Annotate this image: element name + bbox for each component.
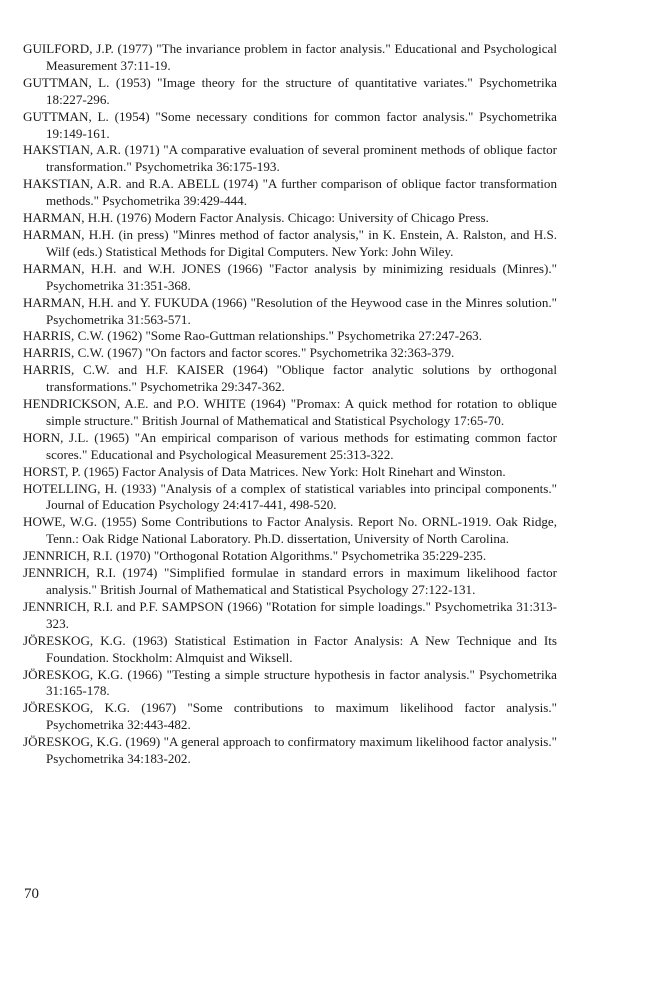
reference-entry: GUILFORD, J.P. (1977) "The invariance problem in factor analysis." Educational and Psychological Measurement 37:11-19.	[23, 41, 557, 73]
reference-entry: HAKSTIAN, A.R. (1971) "A comparative evaluation of several prominent methods of oblique factor transformation." Psychometrika 36:175-193.	[23, 142, 557, 175]
reference-entry: HAKSTIAN, A.R. and R.A. ABELL (1974) "A further comparison of oblique factor transformation methods." Psychometrika 39:429-444.	[23, 176, 557, 209]
reference-entry: HARRIS, C.W. and H.F. KAISER (1964) "Oblique factor analytic solutions by orthogonal transformations." Psychometrika 29:347-362.	[23, 362, 557, 395]
reference-entry: JÖRESKOG, K.G. (1966) "Testing a simple structure hypothesis in factor analysis." Psychometrika 31:165-178.	[23, 666, 557, 699]
page-number: 70	[24, 886, 39, 902]
reference-entry: HARRIS, C.W. (1967) "On factors and factor scores." Psychometrika 32:363-379.	[23, 345, 455, 361]
reference-entry: HOWE, W.G. (1955) Some Contributions to Factor Analysis. Report No. ORNL-1919. Oak Ridge, Tenn.: Oak Ridge National Laboratory. Ph.D. dissertation, University of North Carolina.	[23, 514, 557, 547]
reference-entry: JENNRICH, R.I. (1974) "Simplified formulae in standard errors in maximum likelihood factor analysis." British Journal of Mathematical and Statistical Psychology 27:122-131.	[23, 565, 557, 597]
reference-entry: HARMAN, H.H. and W.H. JONES (1966) "Factor analysis by minimizing residuals (Minres)." Psychometrika 31:351-368.	[23, 260, 557, 293]
reference-entry: HENDRICKSON, A.E. and P.O. WHITE (1964) "Promax: A quick method for rotation to oblique simple structure." British Journal of Mathematical and Statistical Psychology 17:65-70.	[23, 396, 557, 428]
reference-entry: HOTELLING, H. (1933) "Analysis of a complex of statistical variables into principal components." Journal of Education Psychology 24:417-441, 498-520.	[23, 480, 557, 513]
reference-entry: HARMAN, H.H. (in press) "Minres method of factor analysis," in K. Enstein, A. Ralston, and H.S. Wilf (eds.) Statistical Methods for Digital Computers. New York: John Wiley.	[23, 226, 557, 259]
reference-entry: JENNRICH, R.I. (1970) "Orthogonal Rotation Algorithms." Psychometrika 35:229-235.	[23, 548, 487, 564]
reference-entry: HARMAN, H.H. and Y. FUKUDA (1966) "Resolution of the Heywood case in the Minres solution." Psychometrika 31:563-571.	[23, 294, 557, 327]
reference-entry: GUTTMAN, L. (1954) "Some necessary conditions for common factor analysis." Psychometrika 19:149-161.	[23, 108, 557, 141]
reference-entry: JÖRESKOG, K.G. (1967) "Some contributions to maximum likelihood factor analysis." Psychometrika 32:443-482.	[23, 700, 557, 733]
reference-entry: GUTTMAN, L. (1953) "Image theory for the structure of quantitative variates." Psychometrika 18:227-296.	[23, 74, 557, 107]
reference-entry: JÖRESKOG, K.G. (1969) "A general approach to confirmatory maximum likelihood factor analysis." Psychometrika 34:183-202.	[23, 734, 557, 767]
reference-entry: HARMAN, H.H. (1976) Modern Factor Analysis. Chicago: University of Chicago Press.	[23, 210, 489, 226]
reference-entry: HORN, J.L. (1965) "An empirical comparison of various methods for estimating common factor scores." Educational and Psychological Measurement 25:313-322.	[23, 429, 557, 462]
reference-entry: HORST, P. (1965) Factor Analysis of Data Matrices. New York: Holt Rinehart and Winston.	[23, 463, 506, 479]
reference-entry: JÖRESKOG, K.G. (1963) Statistical Estimation in Factor Analysis: A New Technique and Its Foundation. Stockholm: Almquist and Wiksell.	[23, 632, 557, 665]
reference-list	[23, 41, 557, 768]
reference-entry: HARRIS, C.W. (1962) "Some Rao-Guttman relationships." Psychometrika 27:247-263.	[23, 328, 482, 344]
reference-entry: JENNRICH, R.I. and P.F. SAMPSON (1966) "Rotation for simple loadings." Psychometrika 31:313-323.	[23, 598, 557, 631]
